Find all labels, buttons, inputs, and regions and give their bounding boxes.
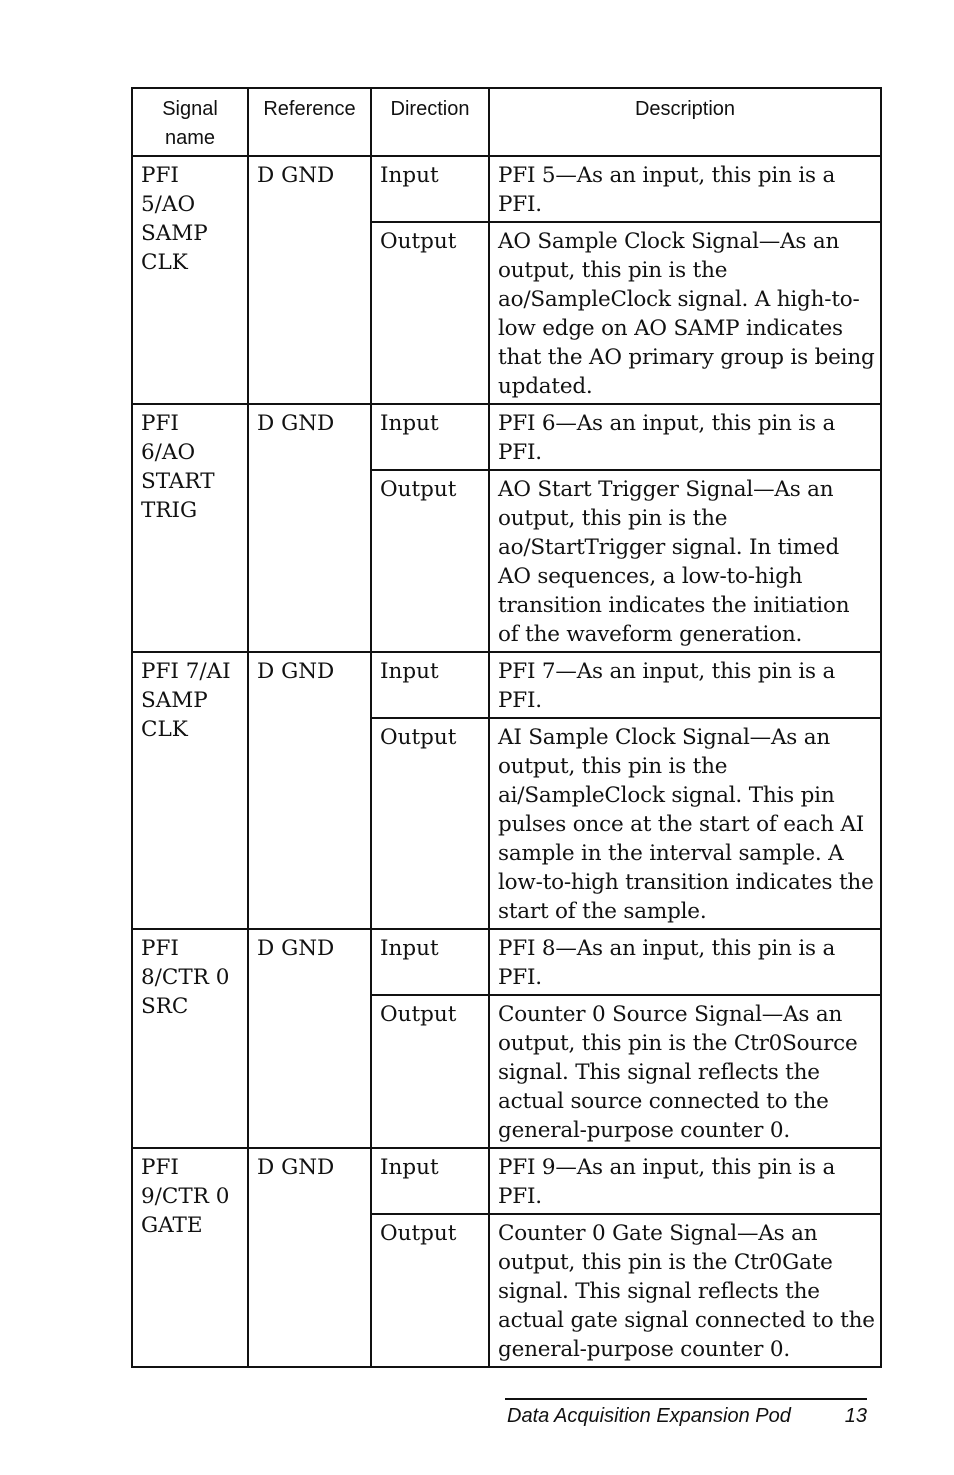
table-row (132, 652, 881, 718)
direction-cell: Output (371, 222, 489, 404)
signal-name-cell: PFI 7/AI SAMP CLK (132, 652, 248, 929)
direction-cell: Output (371, 1214, 489, 1367)
description-cell: PFI 9—As an input, this pin is a PFI. (489, 1148, 881, 1214)
direction-cell: Input (371, 404, 489, 470)
table-row (132, 156, 881, 222)
reference-cell: D GND (248, 404, 371, 652)
signal-table (131, 87, 882, 1368)
direction-cell: Input (371, 929, 489, 995)
table-row (132, 404, 881, 470)
header-row (132, 88, 881, 156)
direction-cell: Input (371, 156, 489, 222)
table-row (132, 1148, 881, 1214)
header-reference: Reference (248, 88, 371, 156)
description-cell: PFI 5—As an input, this pin is a PFI. (489, 156, 881, 222)
direction-cell: Output (371, 470, 489, 652)
signal-name-cell: PFI 8/CTR 0 SRC (132, 929, 248, 1148)
header-signal-name: Signal name (132, 88, 248, 156)
footer-title: Data Acquisition Expansion Pod (507, 1405, 791, 1427)
description-cell: Counter 0 Source Signal—As an output, this pin is the Ctr0Source signal. This signal reflects the actual source connected to the general-purpose counter 0. (489, 995, 881, 1148)
table-row (132, 929, 881, 995)
direction-cell: Input (371, 652, 489, 718)
description-cell: AI Sample Clock Signal—As an output, this pin is the ai/SampleClock signal. This pin pulses once at the start of each AI sample in the interval sample. A low-to-high transition indicates the start of the sample. (489, 718, 881, 929)
page-number: 13 (844, 1405, 867, 1427)
reference-cell: D GND (248, 929, 371, 1148)
signal-name-cell: PFI 5/AO SAMP CLK (132, 156, 248, 404)
direction-cell: Output (371, 718, 489, 929)
description-cell: Counter 0 Gate Signal—As an output, this pin is the Ctr0Gate signal. This signal reflects the actual gate signal connected to the general-purpose counter 0. (489, 1214, 881, 1367)
direction-cell: Output (371, 995, 489, 1148)
description-cell: PFI 6—As an input, this pin is a PFI. (489, 404, 881, 470)
header-direction: Direction (371, 88, 489, 156)
direction-cell: Input (371, 1148, 489, 1214)
signal-name-cell: PFI 9/CTR 0 GATE (132, 1148, 248, 1367)
reference-cell: D GND (248, 652, 371, 929)
description-cell: PFI 7—As an input, this pin is a PFI. (489, 652, 881, 718)
header-description: Description (489, 88, 881, 156)
reference-cell: D GND (248, 1148, 371, 1367)
description-cell: AO Start Trigger Signal—As an output, this pin is the ao/StartTrigger signal. In timed AO sequences, a low-to-high transition indicates the initiation of the waveform generation. (489, 470, 881, 652)
page-footer (505, 1398, 867, 1427)
reference-cell: D GND (248, 156, 371, 404)
description-cell: AO Sample Clock Signal—As an output, this pin is the ao/SampleClock signal. A high-to-low edge on AO SAMP indicates that the AO primary group is being updated. (489, 222, 881, 404)
signal-name-cell: PFI 6/AO START TRIG (132, 404, 248, 652)
description-cell: PFI 8—As an input, this pin is a PFI. (489, 929, 881, 995)
